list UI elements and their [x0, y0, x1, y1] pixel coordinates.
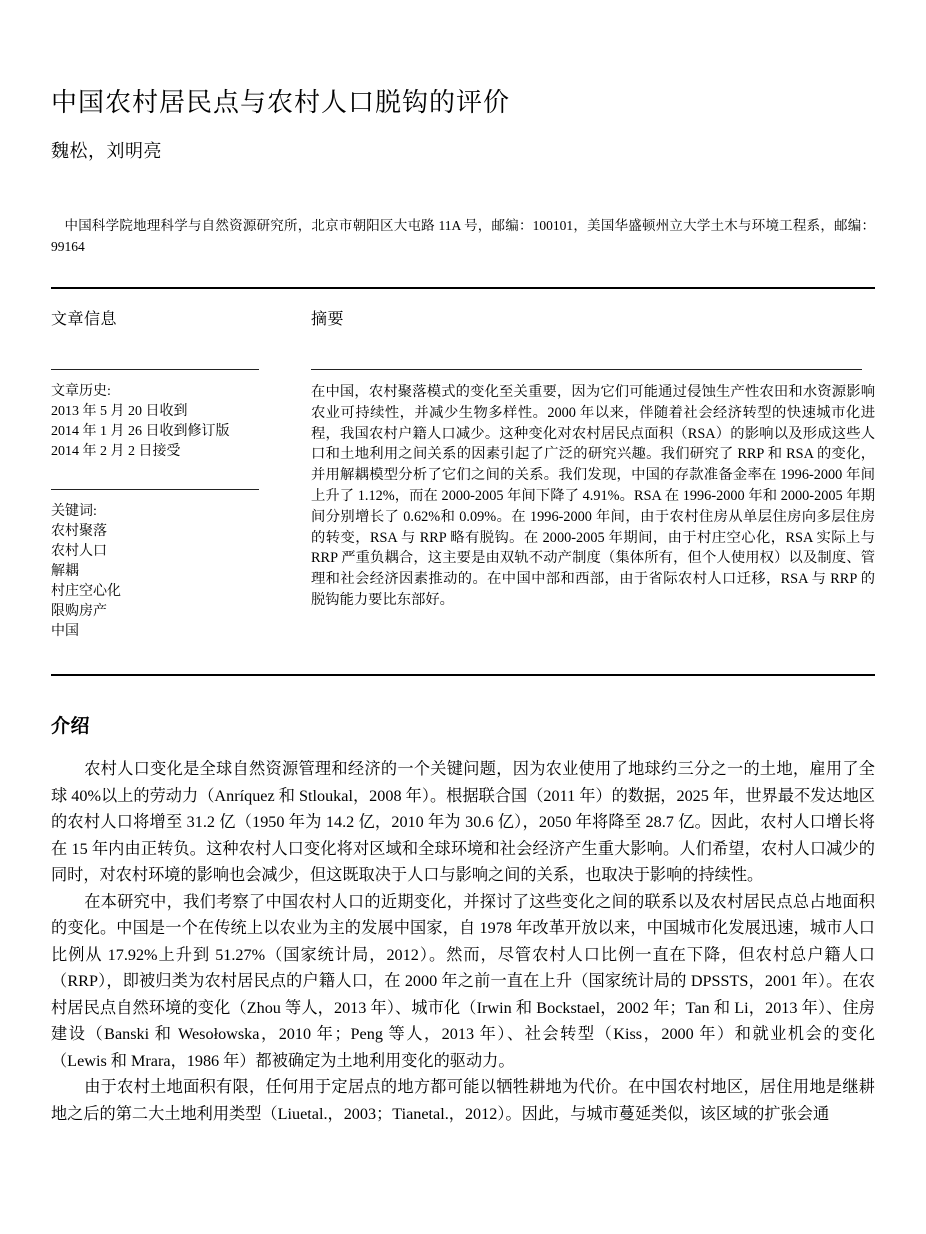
keywords-list — [51, 490, 259, 642]
introduction-heading: 介绍 — [51, 716, 91, 737]
paper-affiliation: 中国科学院地理科学与自然资源研究所，北京市朝阳区大屯路 11A 号，邮编：100101，美国华盛顿州立大学土木与环境工程系，邮编：99164 — [51, 218, 875, 254]
keywords-label: 关键词: — [51, 504, 97, 519]
keyword-item: 村庄空心化 — [51, 584, 121, 599]
keyword-item: 限购房产 — [51, 604, 107, 619]
intro-paragraph: 农村人口变化是全球自然资源管理和经济的一个关键问题，因为农业使用了地球约三分之一的土地，雇用了全球 40%以上的劳动力（Anríquez 和 Stloukal，2008 年）。根据联合国（2011 年）的数据，2025 年，世界最不发达地区的农村人口将增至 31.2 亿（1950 年为 14.2 亿，2010 年为 30.6 亿），2050 年将降至 28.7 亿。因此，农村人口增长将在 15 年内由正转负。这种农村人口变化将对区域和全球环境和社会经济产生重大影响。人们希望，农村人口减少的同时，对农村环境的影响也会减少，但这既取决于人口与影响之间的关系，也取决于影响的持续性。 — [51, 760, 875, 884]
bottom-divider — [51, 674, 875, 676]
keyword-item: 农村聚落 — [51, 524, 107, 539]
keyword-item: 解耦 — [51, 564, 79, 579]
intro-paragraph: 由于农村土地面积有限，任何用于定居点的地方都可能以牺牲耕地为代价。在中国农村地区，居住用地是继耕地之后的第二大土地利用类型（Liuetal.，2003；Tianetal.，2012）。因此，与城市蔓延类似，该区域的扩张会通 — [51, 1078, 875, 1123]
keyword-item: 农村人口 — [51, 544, 107, 559]
article-history — [51, 370, 259, 462]
article-info-header: 文章信息 — [51, 311, 118, 328]
abstract-column — [311, 289, 875, 642]
article-info-panel — [51, 289, 875, 642]
article-history-label: 文章历史: — [51, 384, 111, 399]
paper-authors: 魏松，刘明亮 — [51, 141, 162, 161]
article-history-item: 2014 年 1 月 26 日收到修订版 — [51, 424, 230, 439]
abstract-header: 摘要 — [311, 311, 345, 328]
keyword-item: 中国 — [51, 624, 79, 639]
article-history-item: 2014 年 2 月 2 日接受 — [51, 444, 181, 459]
paper-title: 中国农村居民点与农村人口脱钩的评价 — [51, 88, 511, 117]
article-history-item: 2013 年 5 月 20 日收到 — [51, 404, 188, 419]
intro-paragraph: 在本研究中，我们考察了中国农村人口的近期变化，并探讨了这些变化之间的联系以及农村居民点总占地面积的变化。中国是一个在传统上以农业为主的发展中国家，自 1978 年改革开放以来，中国城市化发展迅速，城市人口比例从 17.92%上升到 51.27%（国家统计局，2012）。然而，尽管农村人口比例一直在下降，但农村总户籍人口（RRP），即被归类为农村居民点的户籍人口，在 2000 年之前一直在上升（国家统计局的 DPSSTS，2001 年）。在农村居民点自然环境的变化（Zhou 等人，2013 年）、城市化（Irwin 和 Bockstael，2002 年；Tan 和 Li，2013 年）、住房建设（Banski 和 Wesołowska，2010 年；Peng 等人，2013 年）、社会转型（Kiss，2000 年）和就业机会的变化（Lewis 和 Mrara，1986 年）都被确定为土地利用变化的驱动力。 — [51, 892, 875, 1070]
article-info-column — [51, 289, 259, 642]
abstract-text: 在中国，农村聚落模式的变化至关重要，因为它们可能通过侵蚀生产性农田和水资源影响农业可持续性，并减少生物多样性。2000 年以来，伴随着社会经济转型的快速城市化进程，我国农村户籍人口减少。这种变化对农村居民点面积（RSA）的影响以及形成这些人口和土地利用之间关系的因素引起了广泛的研究兴趣。我们研究了 RRP 和 RSA 的变化，并用解耦模型分析了它们之间的关系。我们发现，中国的存款准备金率在 1996-2000 年间上升了 1.12%，而在 2000-2005 年间下降了 4.91%。RSA 在 1996-2000 年和 2000-2005 年期间分别增长了 0.62%和 0.09%。在 1996-2000 年间，由于农村住房从单层住房向多层住房的转变，RSA 与 RRP 略有脱钩。在 2000-2005 年期间，由于村庄空心化，RSA 实际上与 RRP 严重负耦合，这主要是由双轨不动产制度（集体所有，但个人使用权）以及制度、管理和社会经济因素推动的。在中国中部和西部，由于省际农村人口迁移，RSA 与 RRP 的脱钩能力要比东部好。 — [311, 384, 875, 608]
